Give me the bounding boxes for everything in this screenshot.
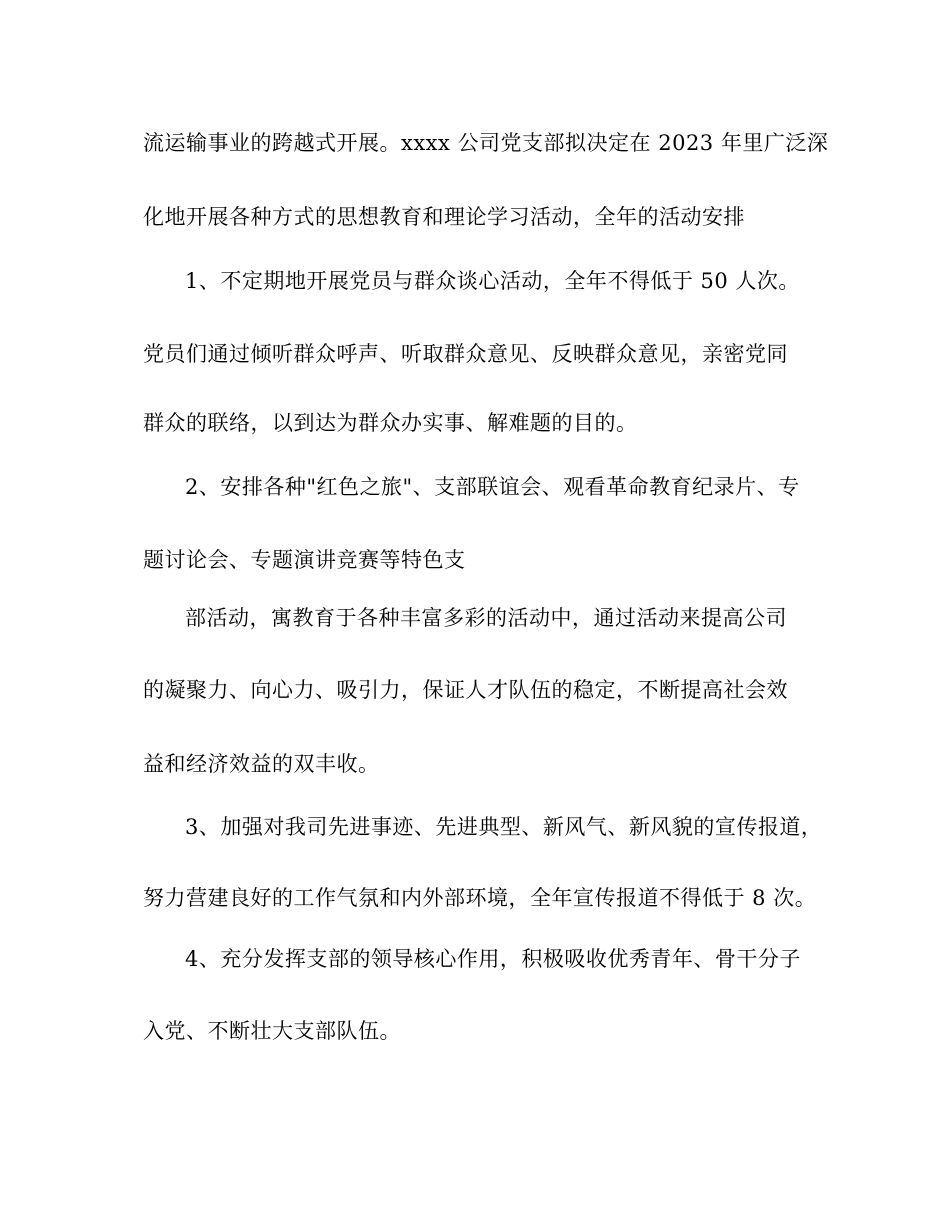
text-line: 部活动，寓教育于各种丰富多彩的活动中，通过活动来提高公司 [185,606,787,630]
text-line: 党员们通过倾听群众呼声、听取群众意见、反映群众意见，亲密党同 [143,342,788,366]
text-line: 努力营建良好的工作气氛和内外部环境，全年宣传报道不得低于 8 次。 [143,886,817,910]
text-line: 入党、不断壮大支部队伍。 [143,1019,401,1043]
text-line: 益和经济效益的双丰收。 [143,752,380,776]
text-line: 3、加强对我司先进事迹、先进典型、新风气、新风貌的宣传报道， [185,815,823,839]
text-line: 的凝聚力、向心力、吸引力，保证人才队伍的稳定，不断提高社会效 [143,678,788,702]
text-line: 群众的联络，以到达为群众办实事、解难题的目的。 [143,411,638,435]
text-line: 流运输事业的跨越式开展。xxxx 公司党支部拟决定在 2023 年里广泛深 [143,131,829,155]
text-line: 2、安排各种"红色之旅"、支部联谊会、观看革命教育纪录片、专 [185,475,800,499]
text-line: 1、不定期地开展党员与群众谈心活动，全年不得低于 50 人次。 [185,269,800,293]
text-line: 题讨论会、专题演讲竞赛等特色支 [143,548,466,572]
text-line: 4、充分发挥支部的领导核心作用，积极吸收优秀青年、骨干分子 [185,947,801,971]
text-line: 化地开展各种方式的思想教育和理论学习活动，全年的活动安排 [143,205,745,229]
